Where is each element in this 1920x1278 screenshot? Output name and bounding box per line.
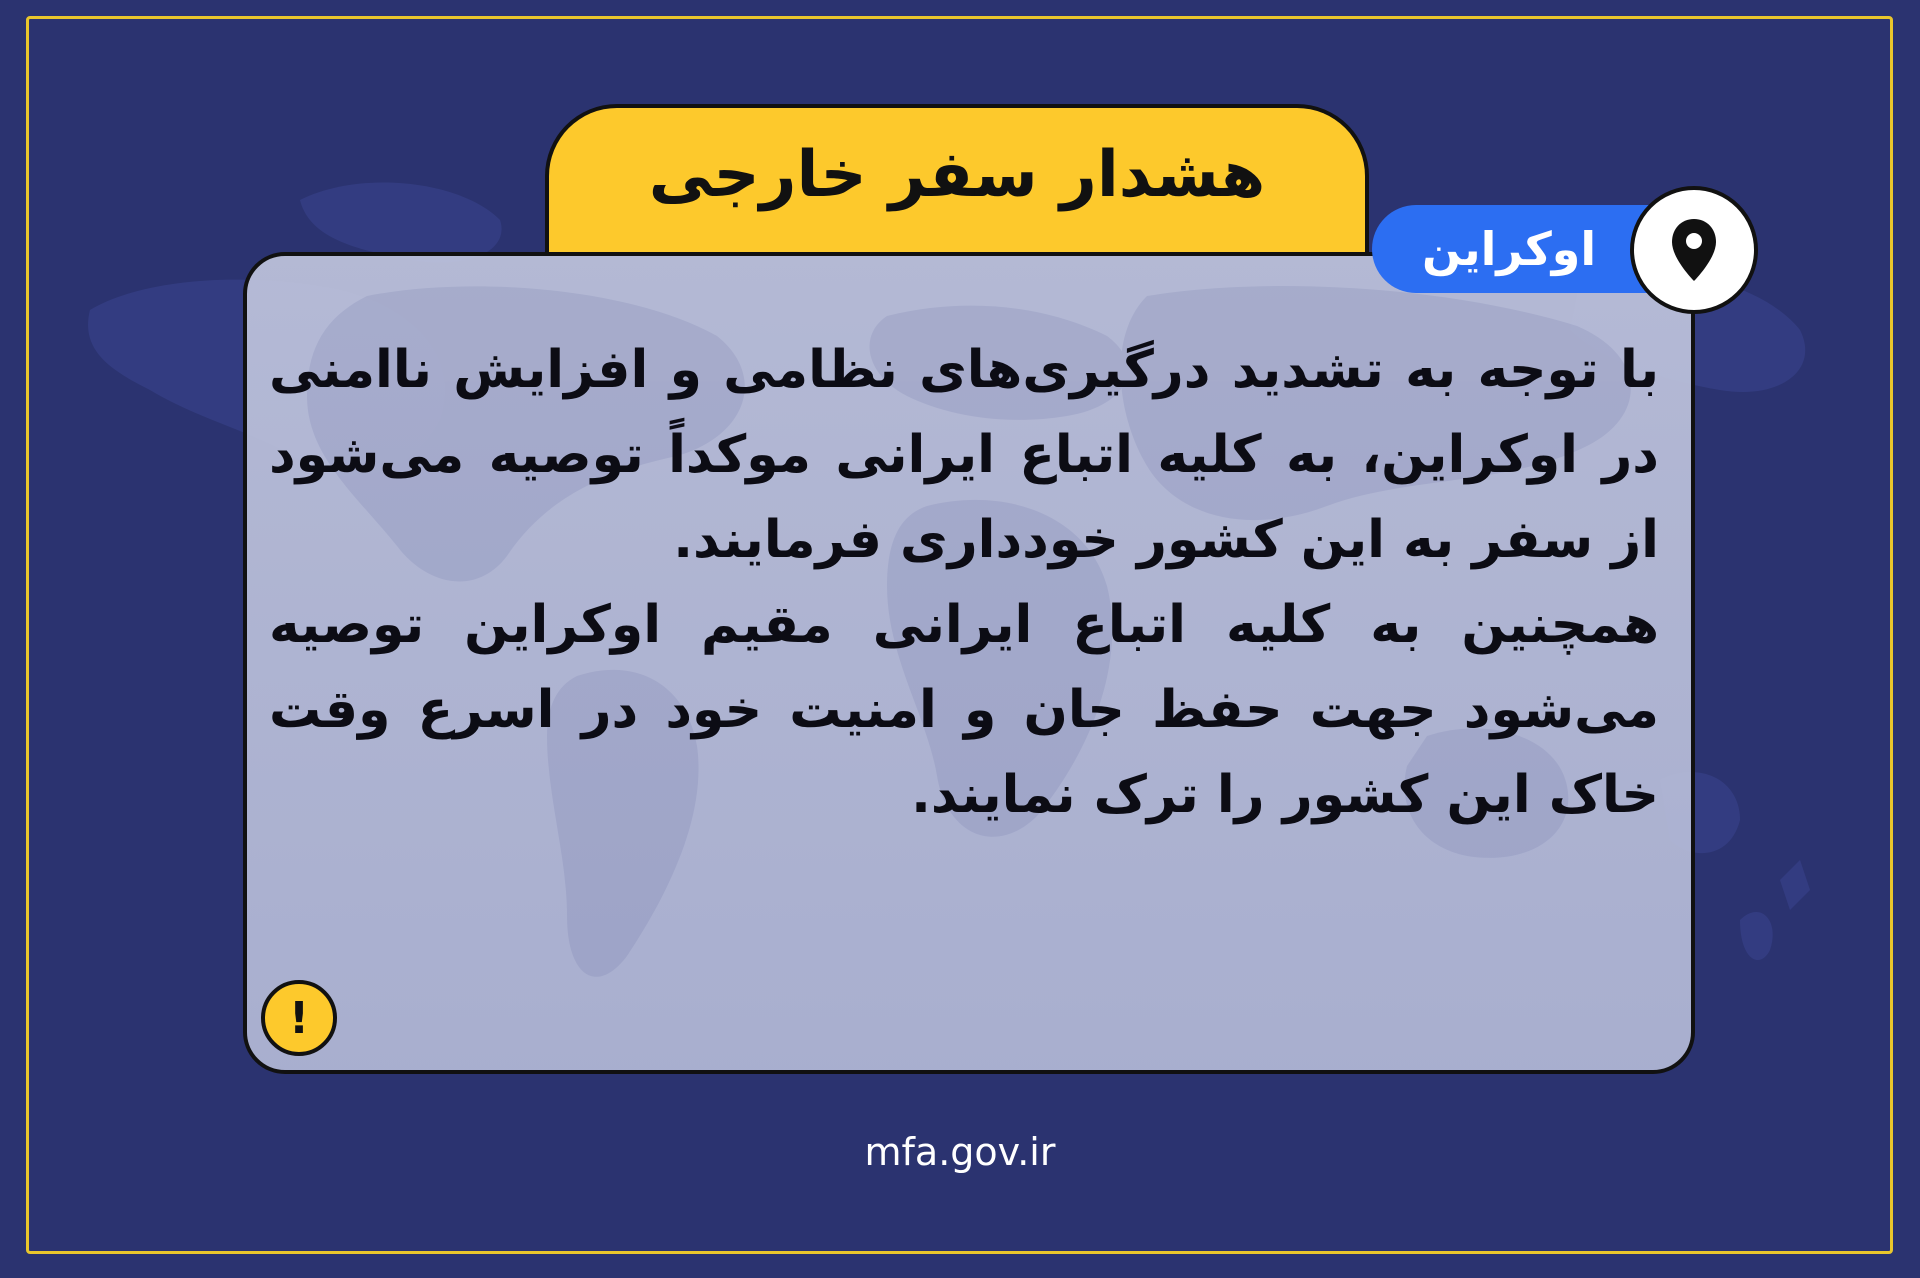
exclamation-icon: ! — [261, 980, 337, 1056]
advisory-paragraph-2: همچنین به کلیه اتباع ایرانی مقیم اوکراین توصیه می‌شود جهت حفظ جان و امنیت خود در اسرع وقت خاک این کشور را ترک نمایند. — [269, 595, 1659, 825]
website-url[interactable]: mfa.gov.ir — [864, 1130, 1056, 1174]
country-name: اوکراین — [1422, 222, 1597, 276]
advisory-paragraph-1: با توجه به تشدید درگیری‌های نظامی و افزایش ناامنی در اوکراین، به کلیه اتباع ایرانی موکداً توصیه می‌شود از سفر به این کشور خودداری فرمایند. — [269, 340, 1659, 570]
title-tab — [545, 104, 1369, 254]
advisory-text — [269, 328, 1659, 838]
message-card — [243, 252, 1695, 1074]
map-pin-glyph — [1669, 217, 1719, 283]
page-title: هشدار سفر خارجی — [648, 138, 1266, 212]
map-pin-icon — [1630, 186, 1758, 314]
